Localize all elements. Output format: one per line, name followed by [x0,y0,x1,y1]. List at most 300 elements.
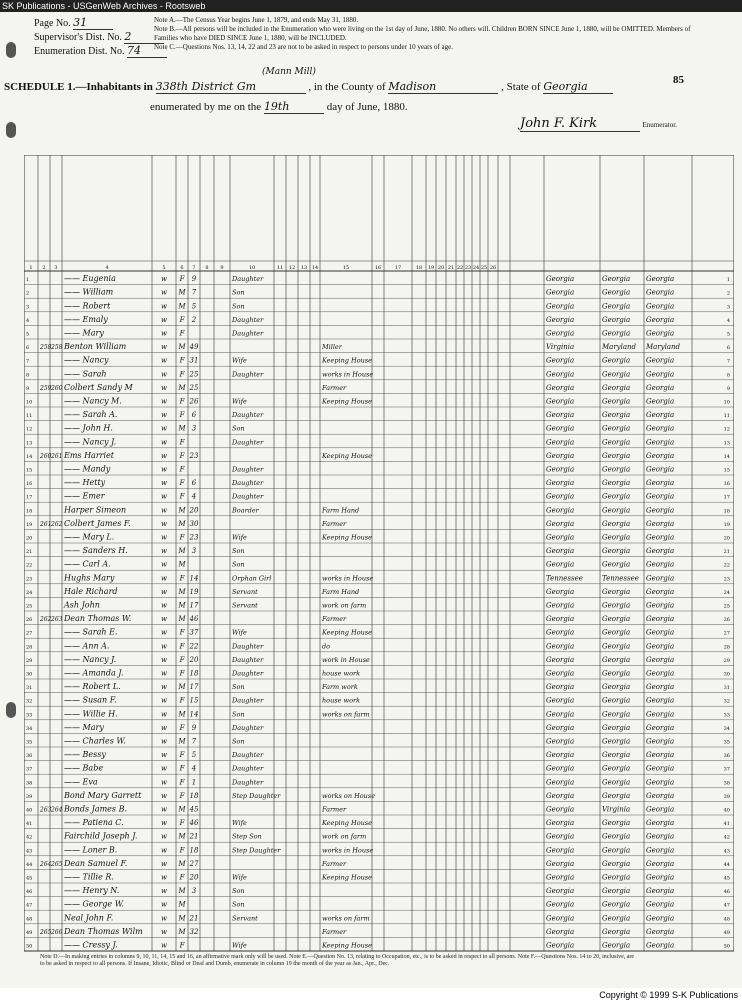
father-birthplace: Georgia [602,642,631,651]
father-birthplace: Georgia [602,587,631,596]
person-relationship: Daughter [232,642,264,651]
person-occupation: works in House [322,370,374,379]
person-relationship: Son [232,737,245,746]
line-number: 31 [26,685,33,692]
line-number: 26 [26,617,33,624]
person-birthplace: Georgia [546,927,575,936]
person-birthplace: Georgia [546,411,575,420]
census-page [0,12,742,988]
person-age: 46 [189,615,199,624]
person-occupation: Farmer [322,927,347,936]
person-occupation: do [322,642,331,651]
note-a: Note A.—The Census Year begins June 1, 1879, and ends May 31, 1880. [154,16,359,24]
line-number-right: 50 [723,943,730,950]
note-c: Note C.—Questions Nos. 13, 14, 22 and 23 are not to be asked in respect to persons under 10 years of age. [154,43,453,51]
person-relationship: Wife [232,873,247,882]
person-age: 21 [189,832,199,841]
person-relationship: Step Daughter [232,791,281,800]
person-birthplace: Georgia [546,859,575,868]
person-relationship: Daughter [232,764,264,773]
person-birthplace: Georgia [546,941,575,950]
person-sex: F [179,628,185,637]
person-name: —— George W. [64,899,125,909]
person-race: w [161,941,167,950]
line-number: 41 [26,821,33,828]
line-number-right: 23 [723,576,730,583]
person-birthplace: Georgia [546,315,575,324]
column-number: 20 [437,265,445,271]
person-name: Fairchild Joseph J. [64,831,138,841]
dwelling-number: 262 [40,616,52,624]
line-number: 8 [26,372,30,379]
schedule-line [4,80,613,94]
person-sex: M [178,343,186,352]
person-relationship: Daughter [232,479,264,488]
person-age: 23 [189,451,199,460]
line-number-right: 31 [723,685,730,692]
person-age: 14 [189,710,199,719]
mother-birthplace: Georgia [646,859,675,868]
state-label: , State of [501,81,541,93]
person-birthplace: Georgia [546,696,575,705]
supervisor-label: Supervisor's Dist. No. [34,32,122,43]
person-sex: F [179,791,185,800]
person-occupation: house work [322,696,361,705]
person-relationship: Daughter [232,370,264,379]
person-birthplace: Georgia [546,424,575,433]
person-birthplace: Georgia [546,506,575,515]
person-relationship: Boarder [232,506,259,515]
person-birthplace: Georgia [546,764,575,773]
person-sex: M [178,601,186,610]
person-race: w [161,383,167,392]
father-birthplace: Georgia [602,887,631,896]
person-birthplace: Georgia [546,451,575,460]
person-race: w [161,370,167,379]
column-number: 12 [288,265,296,271]
line-number: 37 [26,766,33,773]
person-birthplace: Georgia [546,737,575,746]
line-number-right: 35 [723,739,730,746]
person-race: w [161,900,167,909]
line-number-right: 36 [723,753,730,760]
line-number-right: 27 [723,630,730,637]
person-name: —— Nancy J. [64,654,117,664]
mother-birthplace: Georgia [646,941,675,950]
person-birthplace: Georgia [546,655,575,664]
column-number: 14 [311,265,319,271]
person-race: w [161,356,167,365]
mother-birthplace: Georgia [646,764,675,773]
person-sex: F [179,873,185,882]
person-name: —— Emer [64,491,105,501]
column-number: 7 [192,265,196,271]
person-sex: F [179,764,185,773]
person-sex: F [179,438,185,447]
line-number: 25 [26,603,33,610]
person-occupation: Keeping House [322,873,372,882]
line-number: 38 [26,780,33,787]
person-name: —— Nancy [64,355,109,365]
person-age: 6 [191,411,197,420]
person-relationship: Wife [232,533,247,542]
column-number: 1 [29,265,33,271]
father-birthplace: Georgia [602,615,631,624]
person-race: w [161,560,167,569]
father-birthplace: Georgia [602,601,631,610]
mother-birthplace: Georgia [646,315,675,324]
line-number-right: 47 [723,902,730,909]
person-birthplace: Georgia [546,397,575,406]
mother-birthplace: Georgia [646,927,675,936]
person-name: —— Sanders H. [64,546,128,556]
line-number: 33 [26,712,33,719]
line-number: 6 [26,345,30,352]
person-relationship: Son [232,424,245,433]
column-number: 2 [42,265,46,271]
person-occupation: Keeping House [322,628,372,637]
person-name: Neal John F. [64,913,114,923]
mother-birthplace: Georgia [646,642,675,651]
line-number-right: 7 [726,358,730,365]
mother-birthplace: Georgia [646,479,675,488]
person-name: —— Sarah [64,369,107,379]
person-race: w [161,805,167,814]
enumerator-label: Enumerator. [642,121,677,129]
line-number: 24 [26,589,33,596]
person-age: 18 [189,791,199,800]
person-sex: F [179,479,185,488]
column-number: 5 [162,265,166,271]
copyright: Copyright © 1999 S-K Publications [599,990,738,1000]
person-relationship: Daughter [232,438,264,447]
father-birthplace: Georgia [602,424,631,433]
mother-birthplace: Georgia [646,533,675,542]
person-name: —— William [64,287,114,297]
enum-label: Enumeration Dist. No. [34,46,125,57]
mother-birthplace: Georgia [646,887,675,896]
father-birthplace: Georgia [602,438,631,447]
line-number-right: 38 [723,780,730,787]
person-name: Bonds James B. [64,804,127,814]
column-number: 26 [489,265,497,271]
person-birthplace: Georgia [546,778,575,787]
person-age: 49 [189,343,199,352]
line-number-right: 39 [723,793,730,800]
father-birthplace: Georgia [602,941,631,950]
person-relationship: Daughter [232,655,264,664]
father-birthplace: Georgia [602,465,631,474]
person-race: w [161,438,167,447]
person-age: 19 [189,587,199,596]
line-number: 13 [26,440,33,447]
column-number: 10 [248,265,256,271]
person-relationship: Daughter [232,723,264,732]
line-number: 45 [26,875,33,882]
person-name: Harper Simeon [64,505,127,515]
person-name: —— Babe [64,763,104,773]
family-number: 266 [51,928,63,936]
enumerator-signature: John F. Kirk [520,116,640,132]
line-number-right: 44 [723,861,730,868]
schedule-label: SCHEDULE 1.—Inhabitants in [4,81,153,93]
person-birthplace: Georgia [546,438,575,447]
mother-birthplace: Georgia [646,846,675,855]
line-number: 9 [26,385,30,392]
person-race: w [161,873,167,882]
line-number-right: 26 [723,617,730,624]
person-sex: F [179,819,185,828]
line-number: 44 [26,861,33,868]
person-name: Ash John [64,600,100,610]
person-birthplace: Georgia [546,642,575,651]
mother-birthplace: Georgia [646,465,675,474]
person-relationship: Daughter [232,751,264,760]
person-birthplace: Georgia [546,519,575,528]
person-birthplace: Tennessee [546,574,583,583]
mother-birthplace: Georgia [646,356,675,365]
person-occupation: Farm work [322,683,358,692]
person-relationship: Son [232,288,245,297]
mother-birthplace: Georgia [646,710,675,719]
line-number-right: 19 [723,521,730,528]
person-name: Hale Richard [64,586,118,596]
person-birthplace: Georgia [546,723,575,732]
person-birthplace: Georgia [546,819,575,828]
column-number: 13 [300,265,308,271]
person-sex: F [179,778,185,787]
person-birthplace: Georgia [546,465,575,474]
line-number: 10 [26,399,33,406]
family-number: 263 [51,616,63,624]
dwelling-number: 258 [40,344,52,352]
page-no-line [34,16,113,30]
person-birthplace: Georgia [546,669,575,678]
person-sex: F [179,696,185,705]
person-relationship: Daughter [232,411,264,420]
month-label: day of June, 1880. [326,101,408,113]
person-name: —— Amanda J. [64,668,124,678]
person-age: 45 [189,805,199,814]
column-number: 25 [480,265,488,271]
line-number: 34 [26,725,33,732]
person-age: 27 [189,859,199,868]
person-race: w [161,819,167,828]
person-race: w [161,329,167,338]
line-number: 12 [26,426,33,433]
footer-notes: Note D.—In making entries in columns 9, 10, 11, 14, 15 and 16, an affirmative mark only will be used. Note E.—Question No. 13, relating to Occupation, etc., is to be asked in respect to all persons. Note F.—Questions Nos. 14 to 20, inclusive, are to be asked in respect to all persons. If Insane, Idiotic, Blind or Deaf and Dumb, enumerate in column 19 the month of the year as Jan., Apr., Dec. [40,954,635,967]
person-sex: F [179,533,185,542]
line-number: 42 [26,834,33,841]
line-number-right: 2 [726,290,730,297]
supervisor-line [34,30,164,44]
person-occupation: work on farm [322,832,367,841]
father-birthplace: Georgia [602,723,631,732]
person-name: —— Tillie R. [64,872,114,882]
place-value: 338th District Gm [156,80,306,94]
mother-birthplace: Georgia [646,900,675,909]
line-number-right: 21 [723,549,730,556]
line-number-right: 13 [723,440,730,447]
supervisor-value: 2 [124,30,164,44]
person-age: 7 [191,288,197,297]
father-birthplace: Georgia [602,519,631,528]
line-number-right: 9 [726,385,730,392]
person-race: w [161,737,167,746]
person-race: w [161,887,167,896]
person-relationship: Son [232,710,245,719]
person-birthplace: Georgia [546,805,575,814]
person-age: 23 [189,533,199,542]
line-number: 40 [26,807,33,814]
line-number: 23 [26,576,33,583]
father-birthplace: Georgia [602,914,631,923]
person-birthplace: Georgia [546,914,575,923]
person-occupation: Farmer [322,615,347,624]
mother-birthplace: Georgia [646,506,675,515]
person-age: 18 [189,669,199,678]
person-sex: M [178,383,186,392]
mother-birthplace: Georgia [646,411,675,420]
day-value: 19th [264,100,324,114]
dwelling-number: 261 [40,520,52,528]
person-name: —— Henry N. [64,886,120,896]
person-age: 17 [189,683,199,692]
person-sex: F [179,315,185,324]
person-occupation: Keeping House [322,356,372,365]
person-name: Dean Thomas W. [64,614,132,624]
mother-birthplace: Georgia [646,547,675,556]
line-number-right: 11 [723,413,730,420]
person-age: 46 [189,819,199,828]
father-birthplace: Georgia [602,900,631,909]
person-relationship: Son [232,547,245,556]
line-number: 39 [26,793,33,800]
person-occupation: works on House [322,791,376,800]
father-birthplace: Tennessee [602,574,639,583]
mother-birthplace: Georgia [646,751,675,760]
person-name: —— Hetty [64,478,106,488]
person-occupation: works on farm [322,710,370,719]
father-birthplace: Georgia [602,329,631,338]
person-sex: M [178,424,186,433]
line-number-right: 3 [726,304,730,311]
binder-hole [6,702,16,718]
person-sex: M [178,560,186,569]
person-race: w [161,642,167,651]
person-age: 32 [189,927,199,936]
father-birthplace: Georgia [602,778,631,787]
person-sex: M [178,914,186,923]
line-number-right: 5 [726,331,730,338]
person-birthplace: Georgia [546,547,575,556]
mother-birthplace: Georgia [646,383,675,392]
person-sex: F [179,411,185,420]
person-name: —— Robert L. [64,682,121,692]
person-name: Bond Mary Garrett [64,790,142,800]
father-birthplace: Georgia [602,819,631,828]
person-occupation: works in House [322,846,374,855]
person-birthplace: Georgia [546,288,575,297]
father-birthplace: Georgia [602,275,631,284]
person-sex: M [178,587,186,596]
person-relationship: Daughter [232,465,264,474]
person-age: 3 [191,887,197,896]
father-birthplace: Georgia [602,492,631,501]
line-number: 48 [26,916,33,923]
father-birthplace: Georgia [602,791,631,800]
person-age: 1 [191,778,197,787]
mother-birthplace: Georgia [646,451,675,460]
father-birthplace: Georgia [602,737,631,746]
person-sex: M [178,887,186,896]
line-number-right: 15 [723,467,730,474]
person-race: w [161,723,167,732]
person-race: w [161,601,167,610]
person-relationship: Daughter [232,329,264,338]
mother-birthplace: Georgia [646,696,675,705]
person-occupation: Keeping House [322,533,372,542]
column-number: 6 [180,265,184,271]
mother-birthplace: Georgia [646,397,675,406]
line-number: 15 [26,467,33,474]
column-number: 8 [205,265,209,271]
mother-birthplace: Georgia [646,587,675,596]
person-sex: M [178,927,186,936]
person-birthplace: Georgia [546,302,575,311]
enumerated-line [150,100,408,114]
person-name: —— Robert [64,301,111,311]
father-birthplace: Georgia [602,451,631,460]
family-number: 258 [51,344,63,352]
person-race: w [161,574,167,583]
father-birthplace: Georgia [602,696,631,705]
person-birthplace: Georgia [546,275,575,284]
person-relationship: Son [232,887,245,896]
person-occupation: Farm Hand [322,587,360,596]
person-occupation: Farmer [322,383,347,392]
mother-birthplace: Georgia [646,302,675,311]
father-birthplace: Georgia [602,669,631,678]
line-number: 47 [26,902,33,909]
person-age: 25 [189,370,199,379]
person-sex: F [179,275,185,284]
person-birthplace: Georgia [546,710,575,719]
line-number: 27 [26,630,33,637]
person-age: 18 [189,846,199,855]
line-number-right: 20 [723,535,730,542]
father-birthplace: Georgia [602,547,631,556]
person-relationship: Daughter [232,275,264,284]
column-number: 9 [220,265,224,271]
father-birthplace: Georgia [602,751,631,760]
person-race: w [161,669,167,678]
family-number: 261 [51,452,63,460]
father-birthplace: Georgia [602,288,631,297]
family-number: 265 [51,860,63,868]
line-number: 22 [26,562,33,569]
person-age: 20 [189,873,199,882]
person-age: 25 [189,383,199,392]
person-relationship: Son [232,560,245,569]
person-birthplace: Georgia [546,683,575,692]
person-race: w [161,397,167,406]
person-birthplace: Georgia [546,832,575,841]
person-birthplace: Georgia [546,615,575,624]
person-sex: F [179,492,185,501]
person-relationship: Wife [232,356,247,365]
person-race: w [161,315,167,324]
